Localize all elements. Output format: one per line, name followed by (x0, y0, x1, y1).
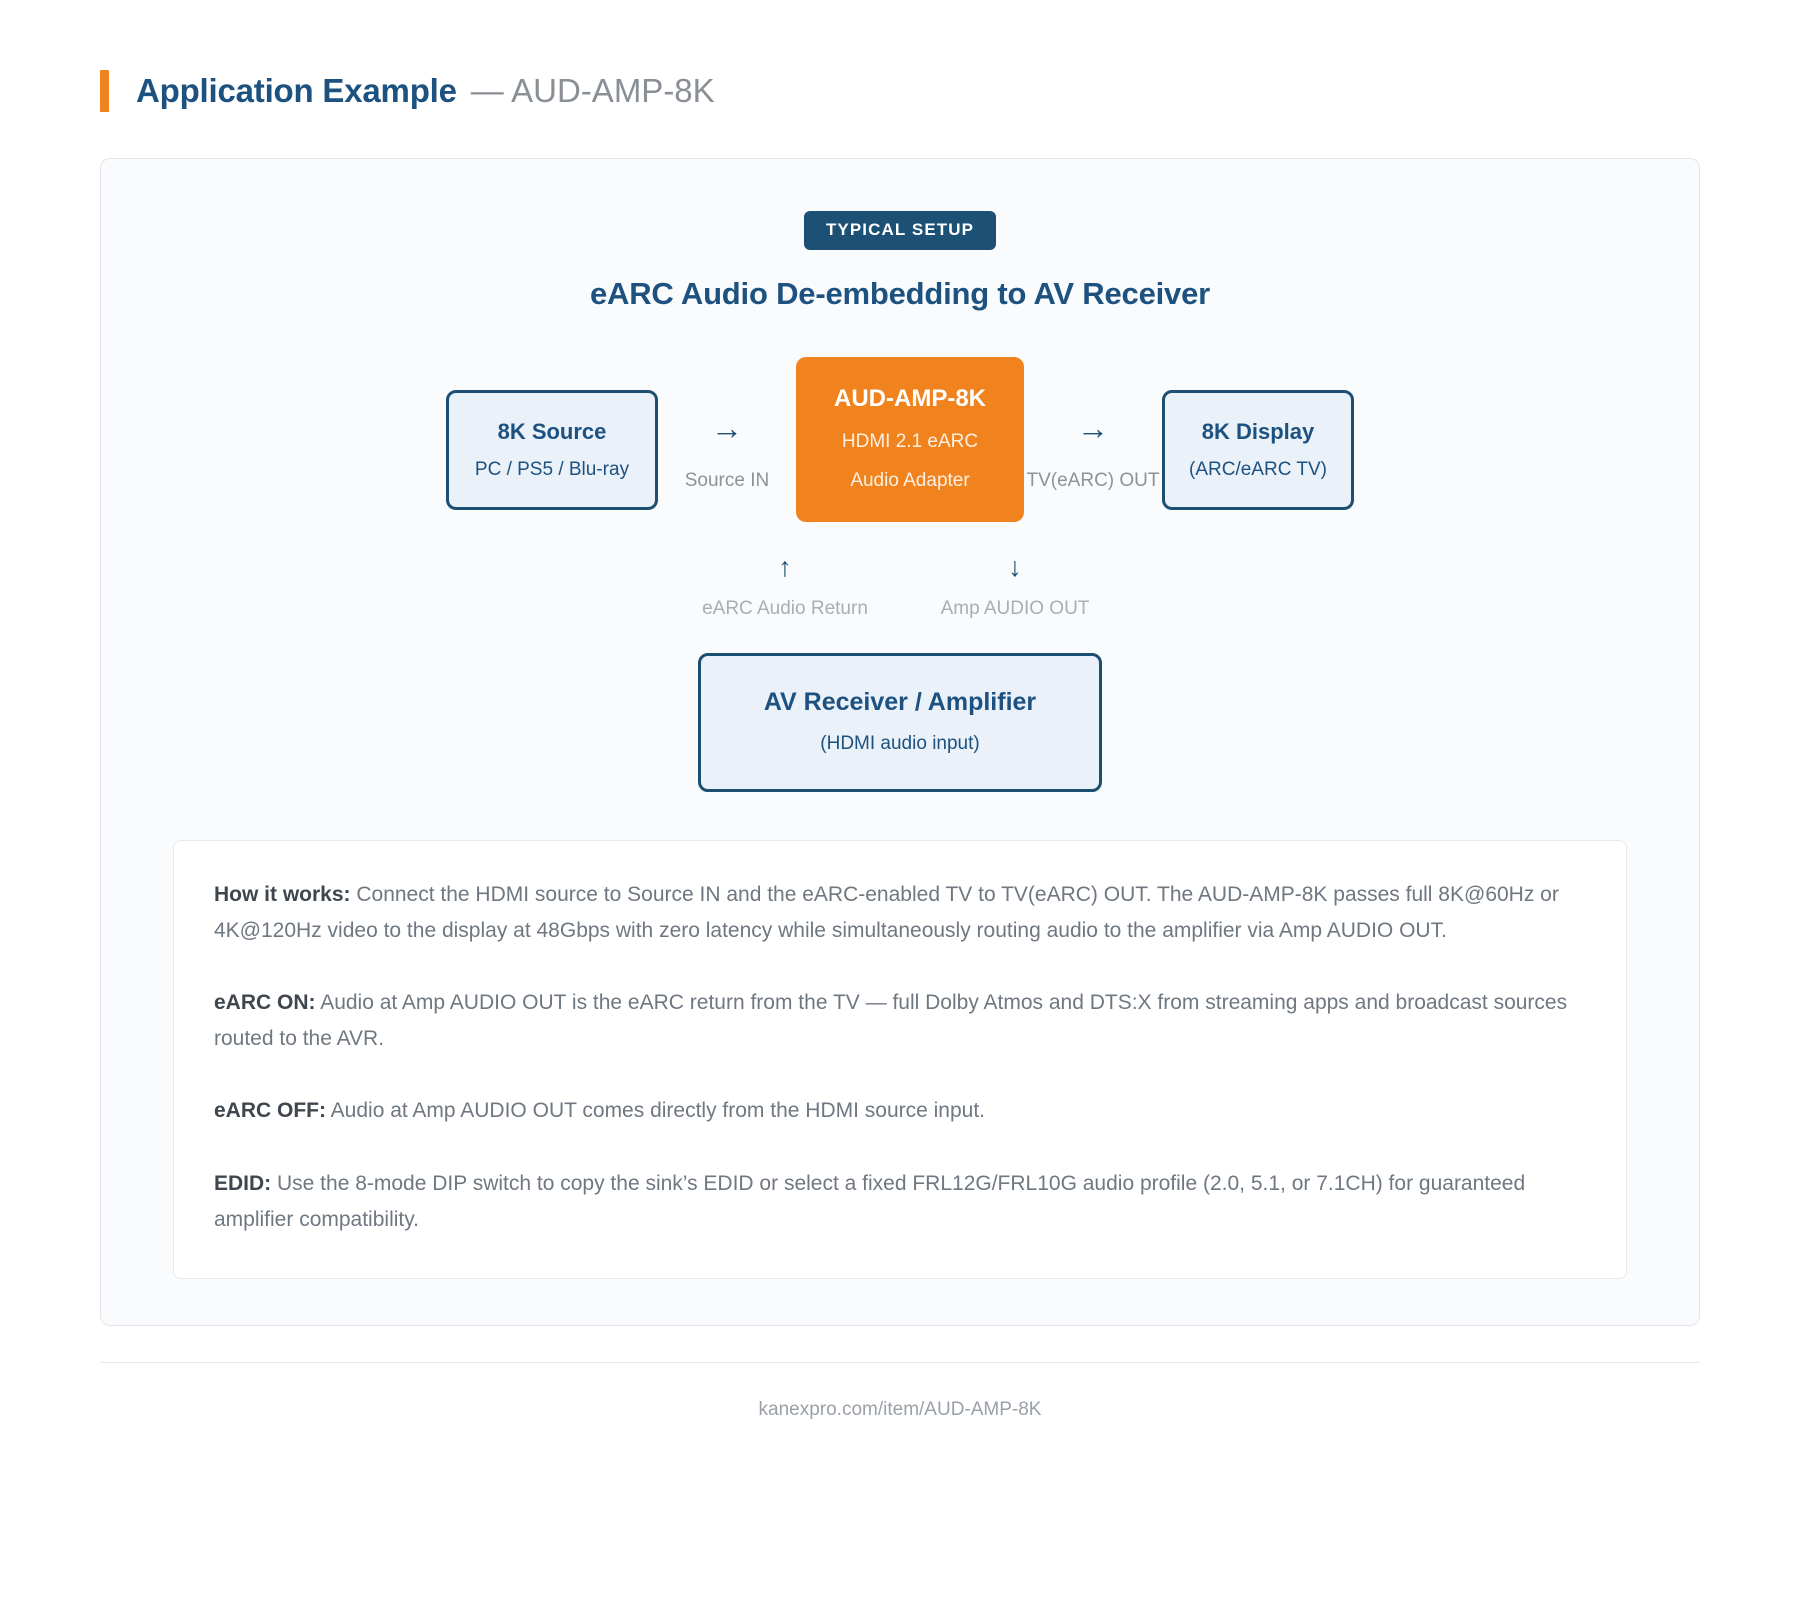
page-title: Application Example (136, 72, 457, 109)
footer-url[interactable]: kanexpro.com/item/AUD-AMP-8K (758, 1398, 1042, 1420)
connector-tv-earc-out-label: TV(eARC) OUT (1026, 470, 1160, 491)
connector-source-in (658, 357, 796, 492)
info-text-how-it-works: Connect the HDMI source to Source IN and the eARC-enabled TV to TV(eARC) OUT. The AUD-AMP-8K passes full 8K@60Hz or 4K@120Hz video to the display at 48Gbps with zero latency while simultaneously routing audio to the amplifier via Amp AUDIO OUT. (214, 883, 1559, 943)
page-header (0, 0, 1800, 112)
node-8k-display-title: 8K Display (1201, 419, 1315, 444)
info-text-earc-off: Audio at Amp AUDIO OUT comes directly from the HDMI source input. (326, 1099, 986, 1123)
info-paragraph-edid (214, 1166, 1586, 1238)
info-paragraph-how-it-works (214, 877, 1586, 949)
diagram-title: eARC Audio De-embedding to AV Receiver (590, 276, 1210, 311)
return-amp-audio-out-label: Amp AUDIO OUT (940, 598, 1090, 619)
node-aud-amp-8k-subtitle-1: HDMI 2.1 eARC (841, 431, 979, 452)
info-panel (173, 840, 1627, 1279)
info-label-how-it-works: How it works: (214, 883, 351, 906)
diagram-return-row (173, 554, 1627, 620)
info-paragraph-earc-off (214, 1093, 1586, 1129)
node-8k-display (1162, 390, 1354, 510)
status-badge: TYPICAL SETUP (804, 211, 996, 250)
badge-row (173, 211, 1627, 250)
node-8k-source-subtitle: PC / PS5 / Blu-ray (474, 459, 630, 480)
node-aud-amp-8k-title: AUD-AMP-8K (834, 385, 986, 412)
diagram-avr-row (173, 653, 1627, 792)
node-8k-source-title: 8K Source (497, 419, 607, 444)
diagram-card (100, 158, 1700, 1326)
title-separator: — (470, 72, 504, 109)
info-text-edid: Use the 8-mode DIP switch to copy the sink’s EDID or select a fixed FRL12G/FRL10G audio profile (2.0, 5.1, or 7.1CH) for guaranteed amplifier compatibility. (214, 1171, 1526, 1231)
info-paragraph-earc-on (214, 985, 1586, 1057)
accent-bar-icon (100, 70, 109, 112)
node-aud-amp-8k-subtitle-2: Audio Adapter (850, 470, 970, 491)
product-model: AUD-AMP-8K (511, 72, 715, 109)
info-label-earc-on: eARC ON: (214, 991, 316, 1015)
return-earc-audio (670, 554, 900, 620)
node-aud-amp-8k (796, 357, 1024, 522)
diagram-flow-row (173, 357, 1627, 522)
page-subtitle (471, 72, 715, 110)
return-earc-audio-label: eARC Audio Return (702, 598, 868, 619)
node-av-receiver-subtitle: (HDMI audio input) (820, 733, 980, 754)
arrow-up-icon: ↑ (778, 552, 792, 582)
return-amp-audio-out (900, 554, 1130, 620)
node-av-receiver (698, 653, 1102, 792)
page-footer (100, 1362, 1700, 1421)
node-8k-display-subtitle: (ARC/eARC TV) (1189, 459, 1327, 480)
info-text-earc-on: Audio at Amp AUDIO OUT is the eARC return from the TV — full Dolby Atmos and DTS:X from streaming apps and broadcast sources routed to the AVR. (214, 991, 1568, 1051)
node-av-receiver-title: AV Receiver / Amplifier (763, 688, 1037, 716)
node-8k-source (446, 390, 658, 510)
info-label-earc-off: eARC OFF: (214, 1099, 326, 1123)
arrow-right-icon: → (711, 410, 743, 446)
arrow-right-icon: → (1077, 410, 1109, 446)
connector-source-in-label: Source IN (684, 470, 770, 491)
arrow-down-icon: ↓ (1008, 552, 1022, 582)
info-label-edid: EDID: (214, 1171, 272, 1195)
connector-tv-earc-out (1024, 357, 1162, 492)
